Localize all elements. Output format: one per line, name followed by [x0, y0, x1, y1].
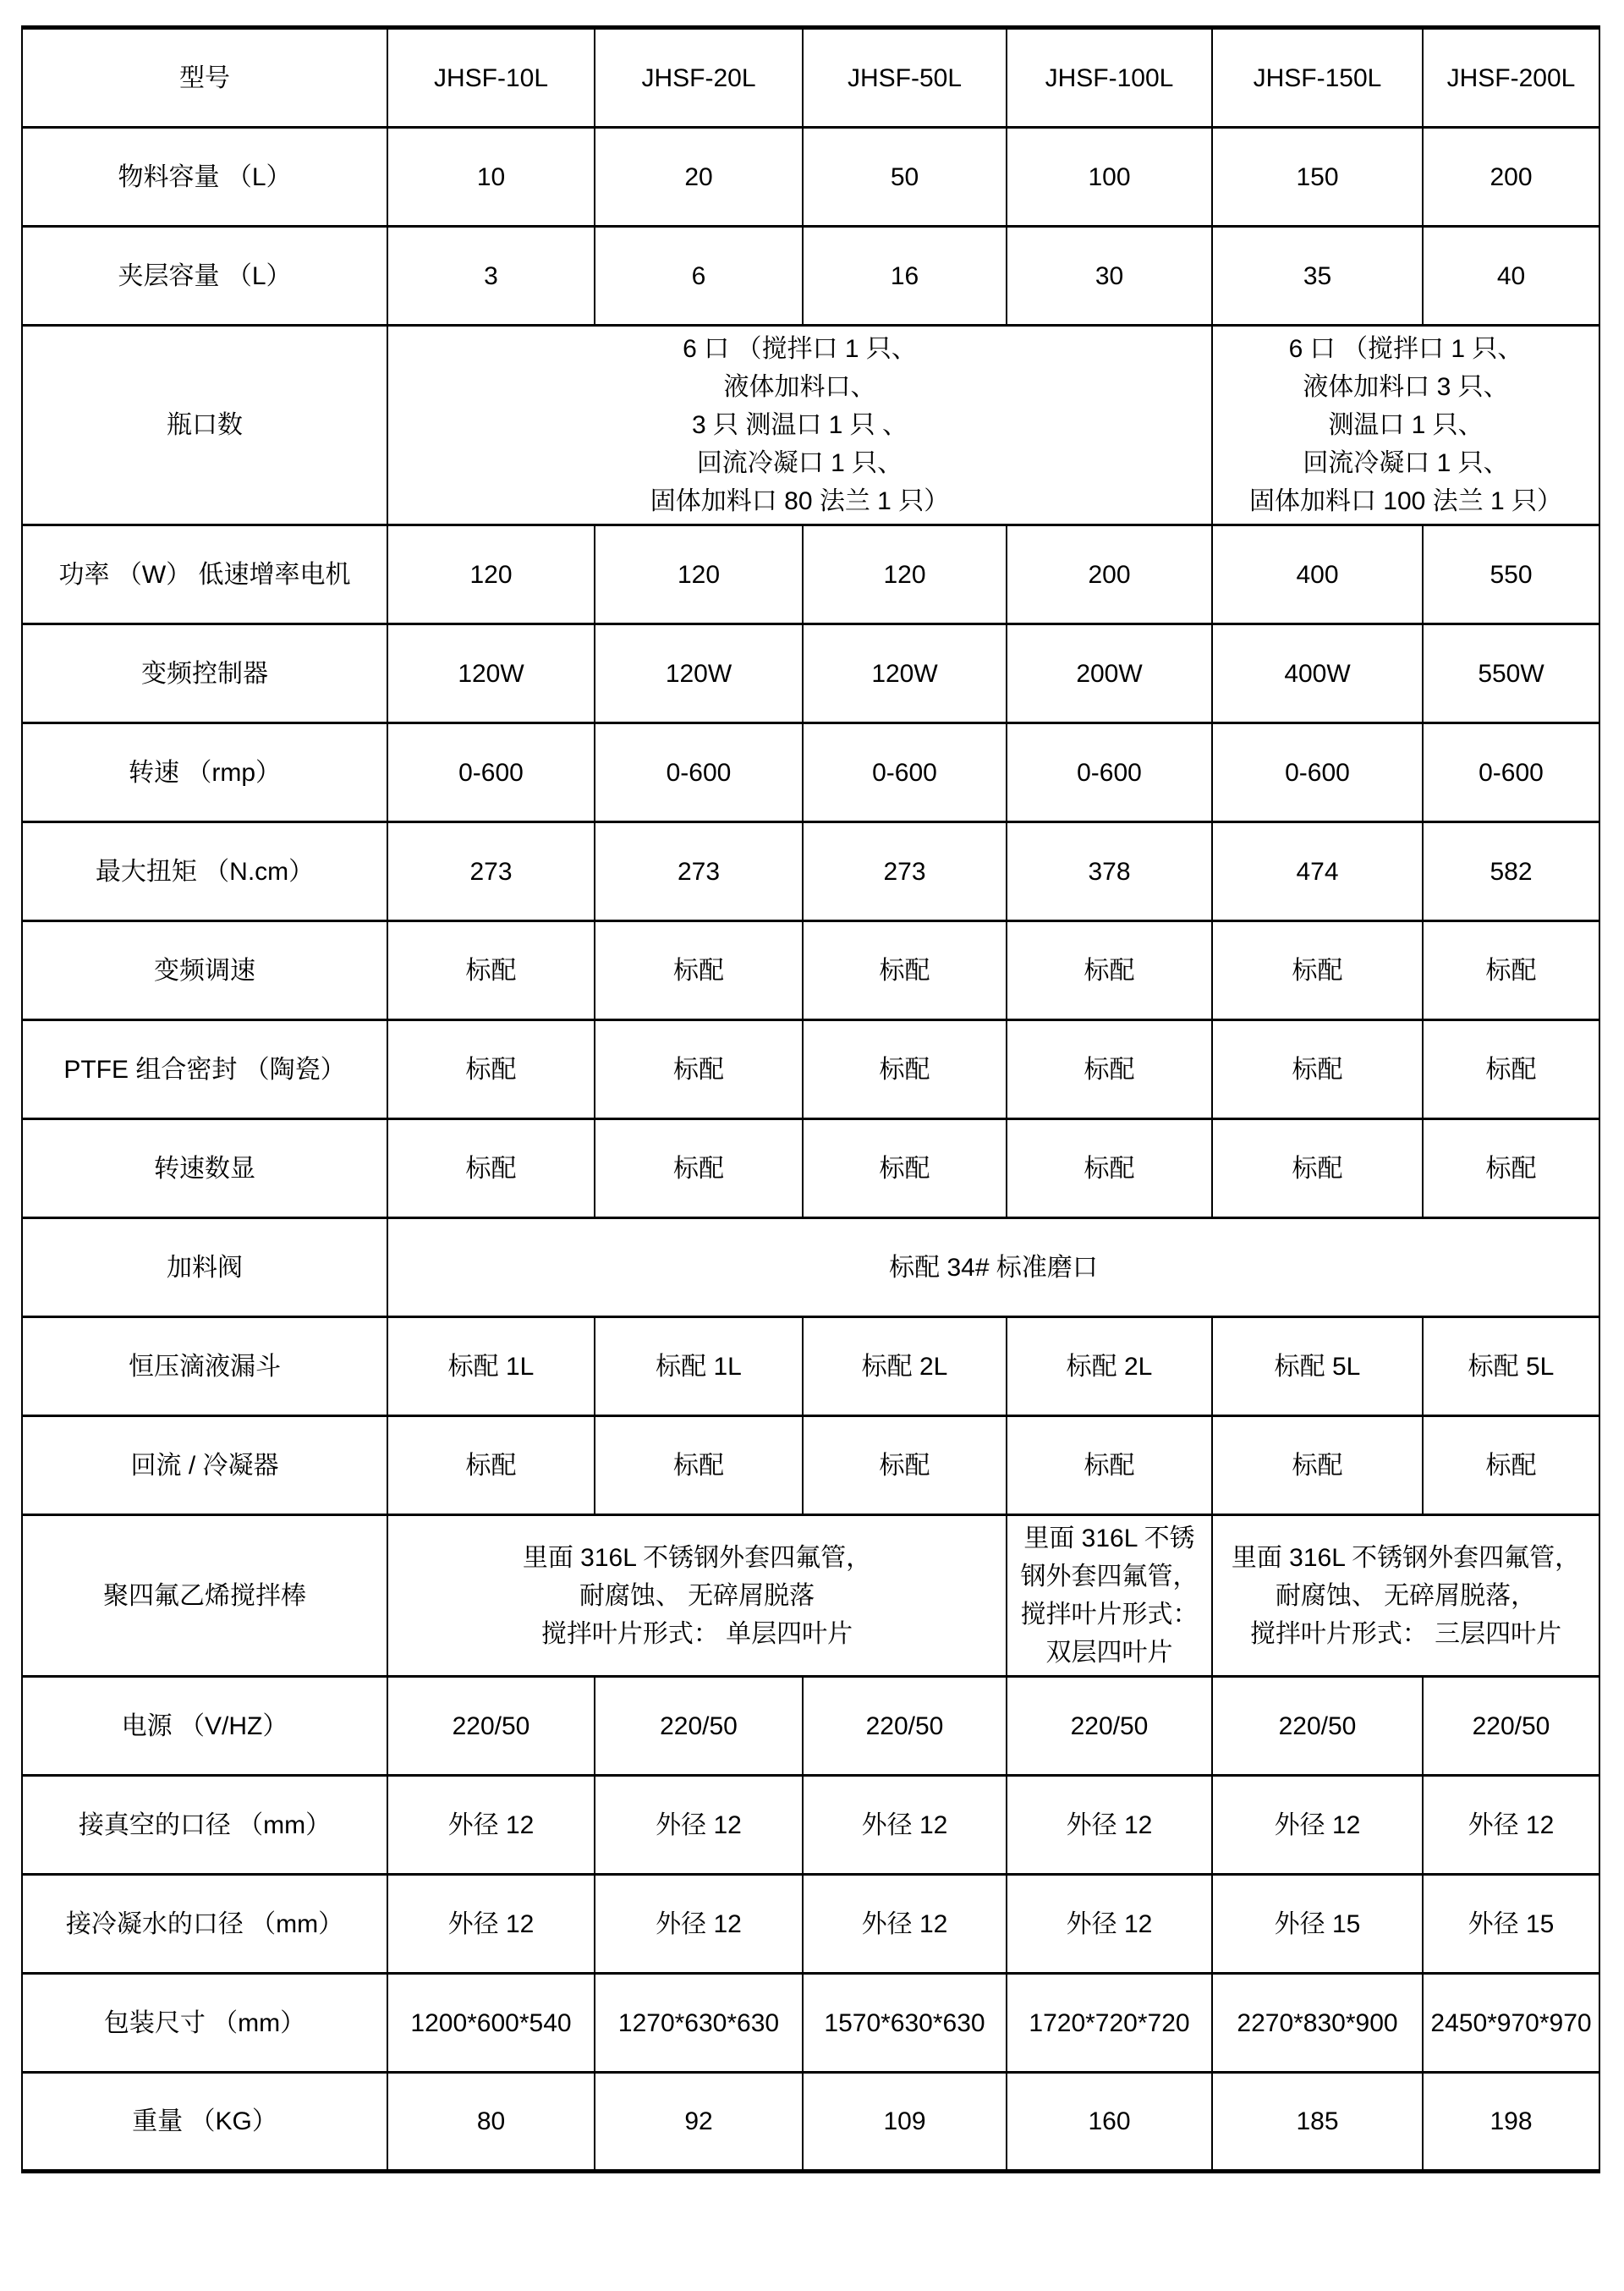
spec-cell: 标配 — [1423, 1020, 1599, 1119]
row-label: 接真空的口径 （mm） — [22, 1776, 387, 1875]
spec-cell: 220/50 — [803, 1677, 1007, 1776]
spec-cell: 6 口 （搅拌口 1 只、 液体加料口、 3 只 测温口 1 只 、 回流冷凝口 1 只、 固体加料口 80 法兰 1 只） — [387, 326, 1212, 525]
spec-cell: 标配 — [387, 1020, 595, 1119]
row-label: 加料阀 — [22, 1218, 387, 1317]
spec-cell: 474 — [1212, 822, 1423, 921]
spec-cell: 里面 316L 不锈钢外套四氟管， 耐腐蚀、 无碎屑脱落 搅拌叶片形式： 单层四叶片 — [387, 1515, 1007, 1677]
spec-cell: 标配 — [1423, 1416, 1599, 1515]
table-row — [22, 1218, 1599, 1317]
spec-cell: 550W — [1423, 624, 1599, 723]
spec-cell: 220/50 — [1212, 1677, 1423, 1776]
header-model: JHSF-10L — [387, 28, 595, 128]
spec-cell: 120 — [803, 525, 1007, 624]
spec-cell: 标配 — [1007, 1119, 1212, 1218]
row-label: 瓶口数 — [22, 326, 387, 525]
row-label: 功率 （W） 低速增率电机 — [22, 525, 387, 624]
row-label: 变频调速 — [22, 921, 387, 1020]
row-label: 包装尺寸 （mm） — [22, 1974, 387, 2073]
spec-cell: 3 — [387, 227, 595, 326]
spec-cell: 标配 — [803, 1119, 1007, 1218]
header-model: JHSF-50L — [803, 28, 1007, 128]
spec-cell: 标配 1L — [387, 1317, 595, 1416]
spec-cell: 273 — [803, 822, 1007, 921]
spec-cell: 外径 12 — [1007, 1776, 1212, 1875]
spec-cell: 标配 — [1212, 1119, 1423, 1218]
table-row — [22, 2073, 1599, 2172]
table-row — [22, 921, 1599, 1020]
table-row — [22, 1515, 1599, 1677]
spec-cell: 2450*970*970 — [1423, 1974, 1599, 2073]
spec-cell: 标配 — [1007, 921, 1212, 1020]
spec-cell: 109 — [803, 2073, 1007, 2172]
spec-cell: 550 — [1423, 525, 1599, 624]
row-label: 转速 （rmp） — [22, 723, 387, 822]
spec-cell: 标配 5L — [1423, 1317, 1599, 1416]
table-row — [22, 1875, 1599, 1974]
header-model-label: 型号 — [22, 28, 387, 128]
spec-cell: 200 — [1423, 128, 1599, 227]
table-row — [22, 1317, 1599, 1416]
spec-cell: 外径 12 — [1007, 1875, 1212, 1974]
spec-cell: 200W — [1007, 624, 1212, 723]
spec-cell: 标配 34# 标准磨口 — [387, 1218, 1599, 1317]
spec-cell: 1570*630*630 — [803, 1974, 1007, 2073]
spec-cell: 里面 316L 不锈钢外套四氟管， 耐腐蚀、 无碎屑脱落， 搅拌叶片形式： 三层四叶片 — [1212, 1515, 1599, 1677]
spec-cell: 标配 — [595, 1020, 803, 1119]
spec-cell: 外径 15 — [1212, 1875, 1423, 1974]
spec-cell: 100 — [1007, 128, 1212, 227]
spec-cell: 外径 12 — [595, 1875, 803, 1974]
spec-cell: 35 — [1212, 227, 1423, 326]
table-row — [22, 1416, 1599, 1515]
spec-cell: 150 — [1212, 128, 1423, 227]
spec-cell: 标配 — [803, 1416, 1007, 1515]
spec-cell: 标配 — [1423, 921, 1599, 1020]
spec-cell: 50 — [803, 128, 1007, 227]
table-row — [22, 1677, 1599, 1776]
table-row — [22, 822, 1599, 921]
spec-cell: 273 — [387, 822, 595, 921]
spec-table-body — [22, 128, 1599, 2172]
spec-cell: 标配 — [1212, 1020, 1423, 1119]
spec-cell: 120 — [595, 525, 803, 624]
spec-cell: 92 — [595, 2073, 803, 2172]
spec-cell: 标配 — [387, 1416, 595, 1515]
spec-table-head — [22, 28, 1599, 128]
spec-cell: 160 — [1007, 2073, 1212, 2172]
row-label: 变频控制器 — [22, 624, 387, 723]
spec-cell: 标配 2L — [1007, 1317, 1212, 1416]
table-row — [22, 1119, 1599, 1218]
header-model: JHSF-100L — [1007, 28, 1212, 128]
spec-cell: 标配 — [803, 1020, 1007, 1119]
table-row — [22, 326, 1599, 525]
spec-cell: 220/50 — [1423, 1677, 1599, 1776]
spec-cell: 120W — [803, 624, 1007, 723]
spec-cell: 标配 — [387, 1119, 595, 1218]
row-label: 电源 （V/HZ） — [22, 1677, 387, 1776]
spec-cell: 120W — [387, 624, 595, 723]
spec-cell: 标配 — [595, 921, 803, 1020]
spec-cell: 外径 12 — [1423, 1776, 1599, 1875]
spec-cell: 1720*720*720 — [1007, 1974, 1212, 2073]
spec-cell: 200 — [1007, 525, 1212, 624]
spec-cell: 标配 — [1212, 921, 1423, 1020]
row-label: 聚四氟乙烯搅拌棒 — [22, 1515, 387, 1677]
row-label: 转速数显 — [22, 1119, 387, 1218]
spec-cell: 20 — [595, 128, 803, 227]
spec-cell: 标配 2L — [803, 1317, 1007, 1416]
spec-cell: 220/50 — [387, 1677, 595, 1776]
spec-cell: 400W — [1212, 624, 1423, 723]
row-label: 接冷凝水的口径 （mm） — [22, 1875, 387, 1974]
spec-cell: 120 — [387, 525, 595, 624]
spec-cell: 0-600 — [387, 723, 595, 822]
spec-cell: 标配 — [595, 1119, 803, 1218]
spec-cell: 外径 12 — [387, 1875, 595, 1974]
row-label: 回流 / 冷凝器 — [22, 1416, 387, 1515]
spec-cell: 0-600 — [595, 723, 803, 822]
spec-cell: 0-600 — [1007, 723, 1212, 822]
spec-cell: 220/50 — [595, 1677, 803, 1776]
spec-cell: 1270*630*630 — [595, 1974, 803, 2073]
spec-cell: 10 — [387, 128, 595, 227]
spec-cell: 标配 — [595, 1416, 803, 1515]
spec-cell: 220/50 — [1007, 1677, 1212, 1776]
table-row — [22, 128, 1599, 227]
spec-cell: 标配 — [1007, 1020, 1212, 1119]
table-row — [22, 723, 1599, 822]
table-row — [22, 624, 1599, 723]
spec-cell: 1200*600*540 — [387, 1974, 595, 2073]
header-model: JHSF-200L — [1423, 28, 1599, 128]
spec-cell: 外径 12 — [387, 1776, 595, 1875]
row-label: 夹层容量 （L） — [22, 227, 387, 326]
spec-cell: 外径 15 — [1423, 1875, 1599, 1974]
spec-cell: 0-600 — [1423, 723, 1599, 822]
spec-cell: 378 — [1007, 822, 1212, 921]
spec-cell: 198 — [1423, 2073, 1599, 2172]
spec-cell: 标配 — [387, 921, 595, 1020]
spec-cell: 标配 — [1212, 1416, 1423, 1515]
row-label: 物料容量 （L） — [22, 128, 387, 227]
row-label: 重量 （KG） — [22, 2073, 387, 2172]
spec-table — [21, 25, 1600, 2173]
spec-cell: 582 — [1423, 822, 1599, 921]
spec-cell: 6 — [595, 227, 803, 326]
spec-cell: 16 — [803, 227, 1007, 326]
row-label: 最大扭矩 （N.cm） — [22, 822, 387, 921]
spec-cell: 0-600 — [803, 723, 1007, 822]
spec-cell: 标配 5L — [1212, 1317, 1423, 1416]
spec-cell: 30 — [1007, 227, 1212, 326]
table-row — [22, 1776, 1599, 1875]
spec-cell: 185 — [1212, 2073, 1423, 2172]
spec-cell: 40 — [1423, 227, 1599, 326]
spec-cell: 80 — [387, 2073, 595, 2172]
table-row — [22, 1974, 1599, 2073]
spec-cell: 外径 12 — [803, 1875, 1007, 1974]
row-label: 恒压滴液漏斗 — [22, 1317, 387, 1416]
spec-cell: 2270*830*900 — [1212, 1974, 1423, 2073]
table-row — [22, 1020, 1599, 1119]
table-row — [22, 525, 1599, 624]
spec-cell: 标配 — [1007, 1416, 1212, 1515]
spec-cell: 标配 1L — [595, 1317, 803, 1416]
spec-cell: 里面 316L 不锈 钢外套四氟管， 搅拌叶片形式： 双层四叶片 — [1007, 1515, 1212, 1677]
spec-cell: 标配 — [1423, 1119, 1599, 1218]
spec-cell: 400 — [1212, 525, 1423, 624]
row-label: PTFE 组合密封 （陶瓷） — [22, 1020, 387, 1119]
spec-cell: 6 口 （搅拌口 1 只、 液体加料口 3 只、 测温口 1 只、 回流冷凝口 1 只、 固体加料口 100 法兰 1 只） — [1212, 326, 1599, 525]
spec-cell: 标配 — [803, 921, 1007, 1020]
header-model: JHSF-20L — [595, 28, 803, 128]
spec-cell: 273 — [595, 822, 803, 921]
table-row — [22, 227, 1599, 326]
spec-cell: 外径 12 — [803, 1776, 1007, 1875]
spec-cell: 0-600 — [1212, 723, 1423, 822]
spec-cell: 外径 12 — [595, 1776, 803, 1875]
header-row — [22, 28, 1599, 128]
header-model: JHSF-150L — [1212, 28, 1423, 128]
spec-cell: 外径 12 — [1212, 1776, 1423, 1875]
spec-cell: 120W — [595, 624, 803, 723]
